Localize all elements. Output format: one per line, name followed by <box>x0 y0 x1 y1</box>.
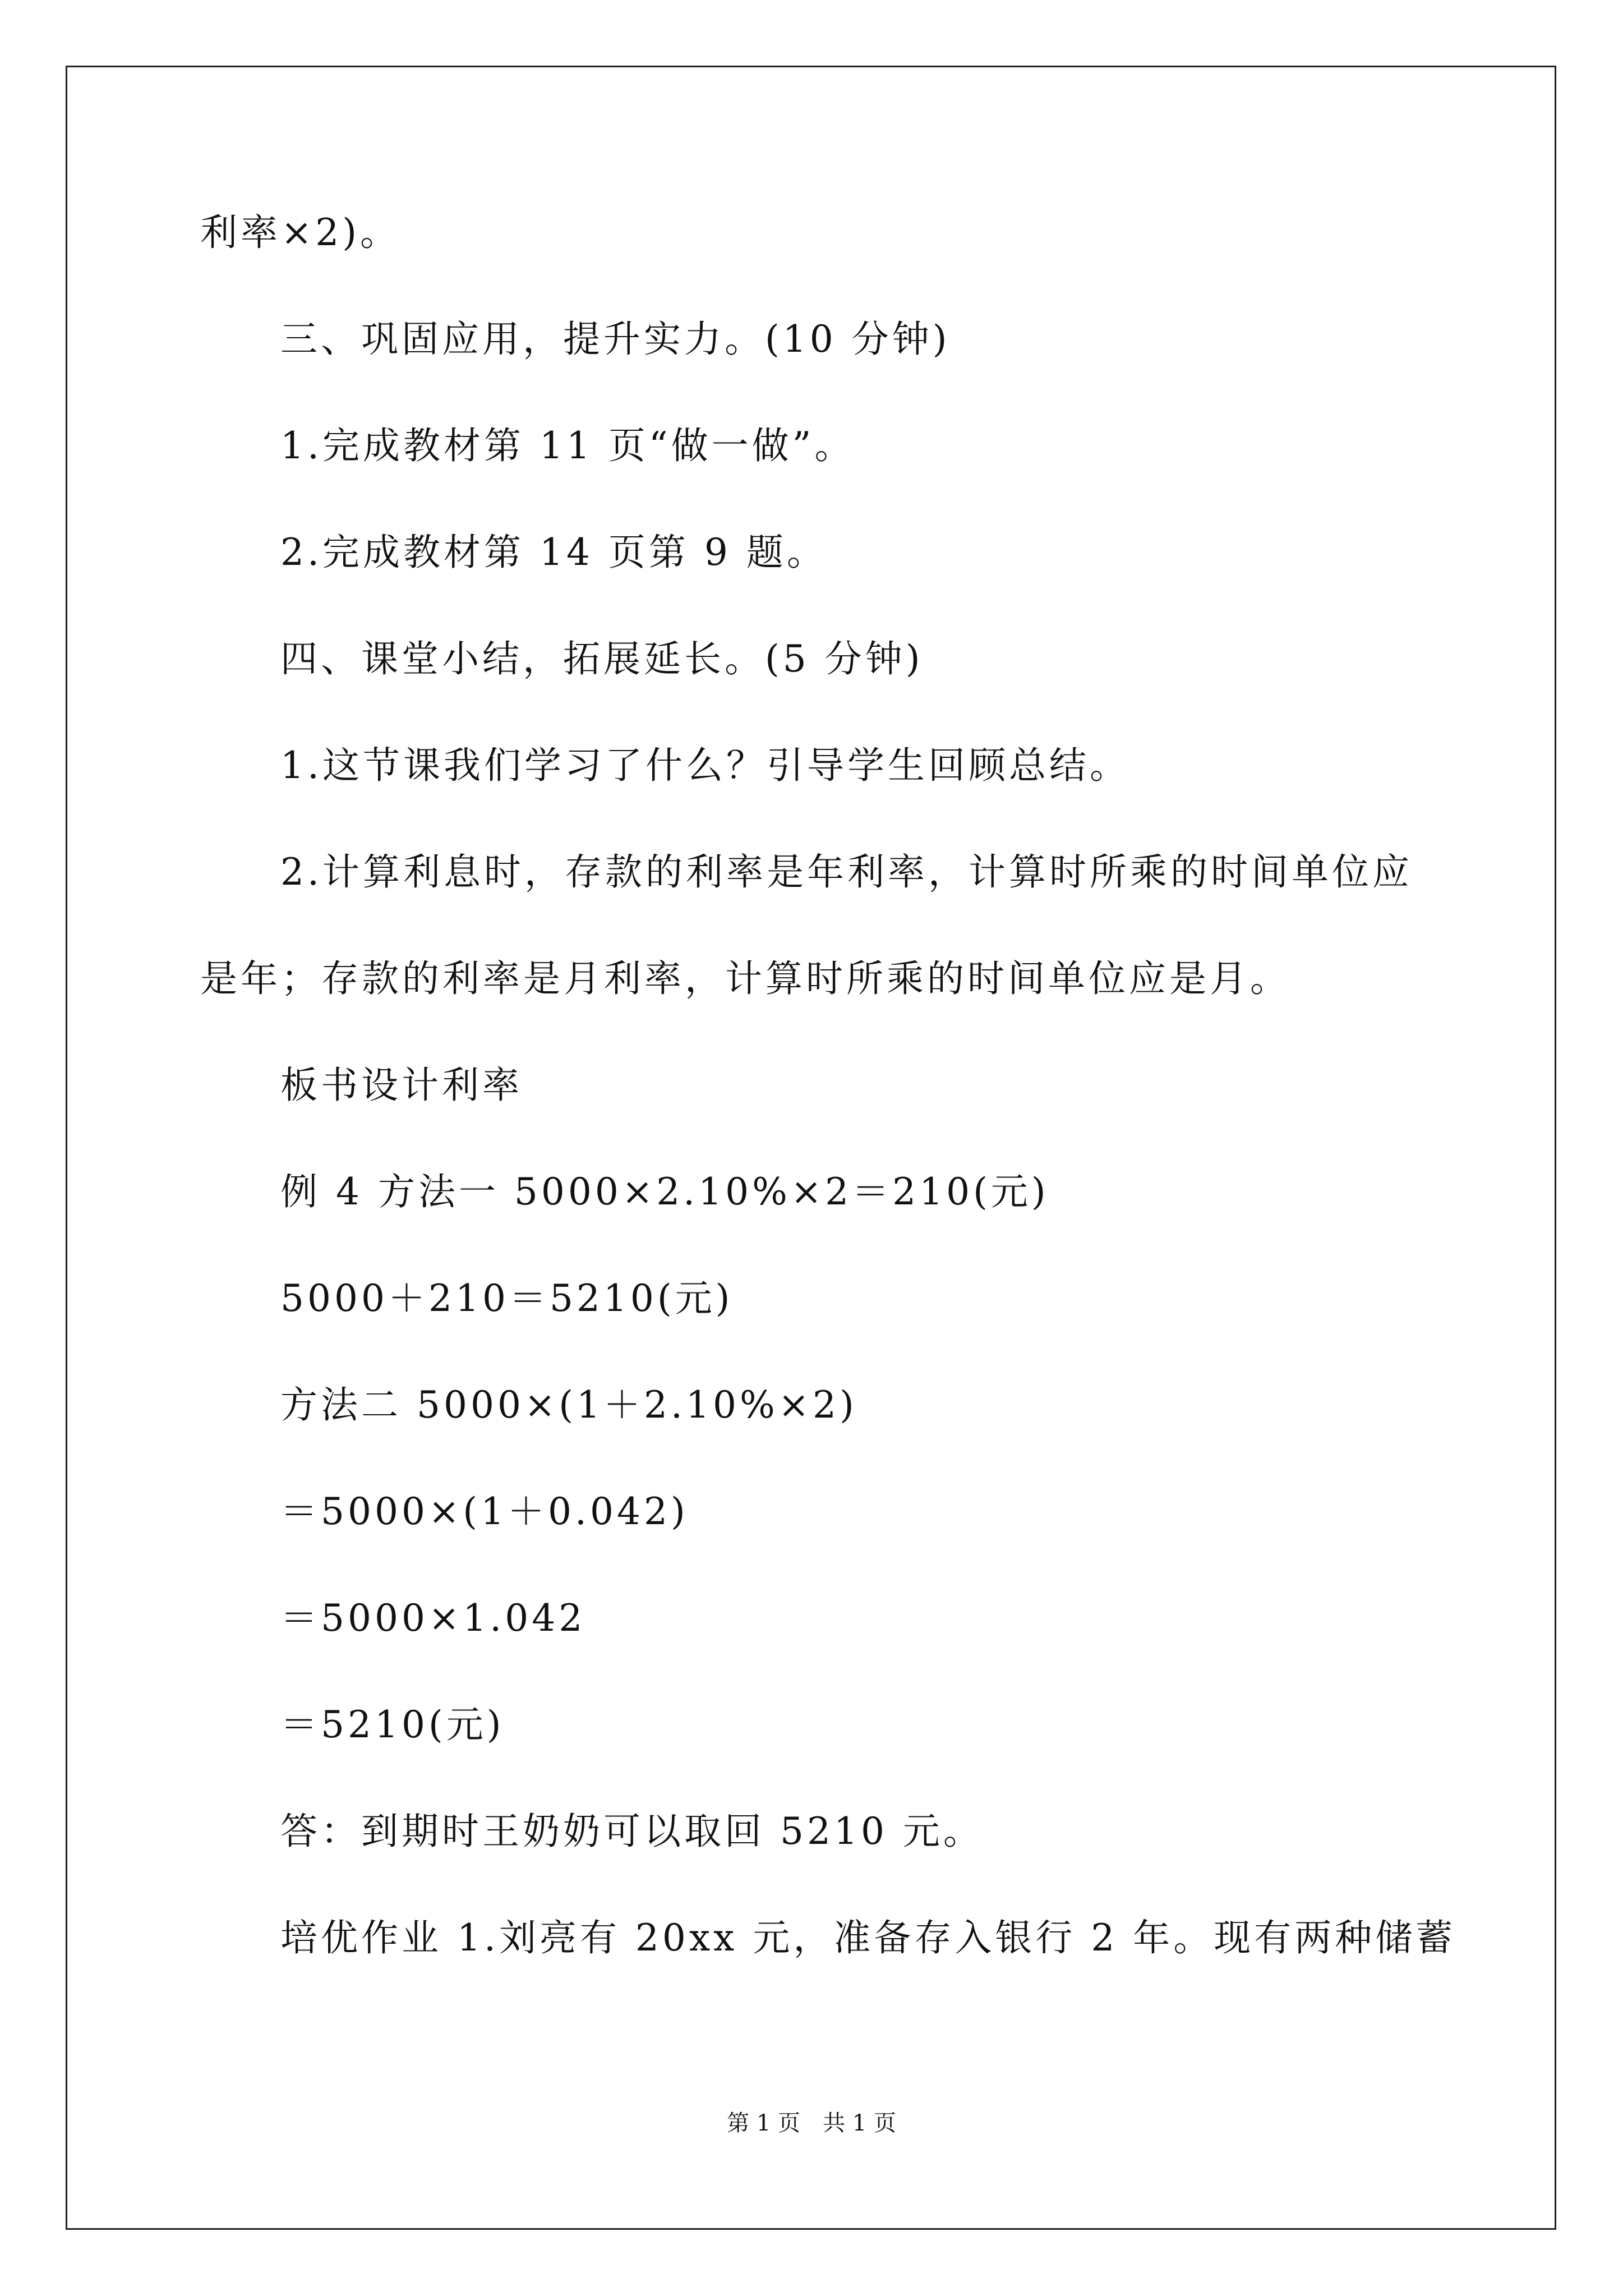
text-line: 例 4 方法一 5000×2.10%×2＝210(元) <box>280 1170 1049 1213</box>
text-line: ＝5000×(1＋0.042) <box>280 1490 689 1533</box>
text-line: 培优作业 1.刘亮有 20xx 元，准备存入银行 2 年。现有两种储蓄 <box>280 1916 1456 1959</box>
text-line: ＝5000×1.042 <box>280 1596 586 1640</box>
text-line: 1.这节课我们学习了什么？引导学生回顾总结。 <box>280 744 1130 787</box>
text-line: 是年；存款的利率是月利率，计算时所乘的时间单位应是月。 <box>200 957 1290 1000</box>
text-line: 三、巩固应用，提升实力。(10 分钟) <box>280 318 951 361</box>
text-line: 利率×2)。 <box>200 211 401 254</box>
text-line: 方法二 5000×(1＋2.10%×2) <box>280 1383 857 1427</box>
text-line: 2.计算利息时，存款的利率是年利率，计算时所乘的时间单位应 <box>280 850 1413 894</box>
page-footer: 第 1 页 共 1 页 <box>727 2110 896 2136</box>
page-border <box>66 66 1556 2230</box>
text-line: 答：到期时王奶奶可以取回 5210 元。 <box>280 1810 984 1853</box>
text-line: 5000＋210＝5210(元) <box>280 1277 734 1320</box>
text-line: 四、课堂小结，拓展延长。(5 分钟) <box>280 637 924 680</box>
text-line: 1.完成教材第 11 页“做一做”。 <box>280 424 855 467</box>
text-line: ＝5210(元) <box>280 1703 505 1746</box>
text-line: 板书设计利率 <box>280 1064 523 1107</box>
text-line: 2.完成教材第 14 页第 9 题。 <box>280 531 827 574</box>
